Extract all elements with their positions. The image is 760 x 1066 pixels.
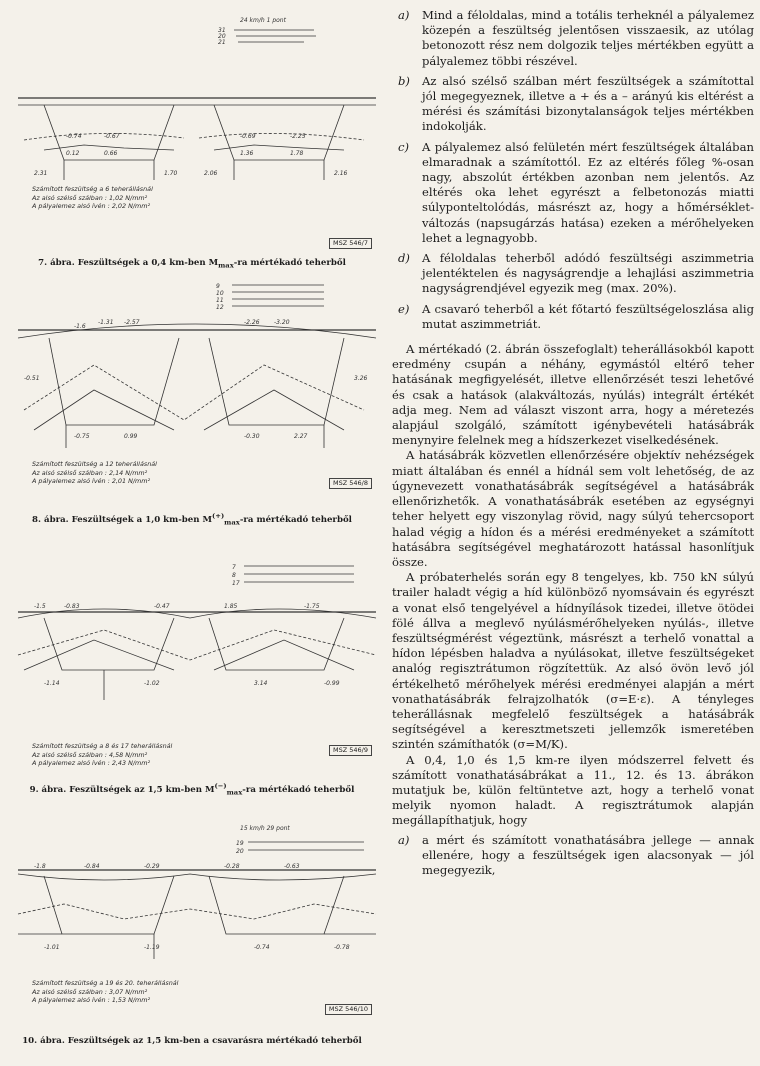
svg-text:-0.69: -0.69 bbox=[240, 133, 256, 140]
svg-text:-1.02: -1.02 bbox=[144, 680, 160, 687]
svg-text:20: 20 bbox=[218, 33, 226, 40]
svg-text:-1.01: -1.01 bbox=[44, 944, 60, 951]
svg-text:7: 7 bbox=[232, 564, 236, 571]
svg-text:9: 9 bbox=[216, 283, 220, 290]
svg-text:2.27: 2.27 bbox=[294, 433, 308, 440]
svg-text:-0.63: -0.63 bbox=[284, 863, 300, 870]
svg-text:12: 12 bbox=[216, 304, 224, 311]
paragraph: A 0,4, 1,0 és 1,5 km-re ilyen módszerrel felvett és számított vonathatásábrákat a 11., 12. és 13. ábrákon mutatjuk be, külön feltüntetve azt, hogy a terhelő vonat melyik nyomon haladt. A regisztrátumok alapján megállapíthatjuk, hogy bbox=[392, 752, 754, 828]
svg-text:-0.74: -0.74 bbox=[66, 133, 82, 140]
svg-text:1.36: 1.36 bbox=[240, 150, 254, 157]
svg-text:-0.84: -0.84 bbox=[84, 863, 100, 870]
svg-text:0.12: 0.12 bbox=[66, 150, 80, 157]
svg-text:-0.30: -0.30 bbox=[244, 433, 260, 440]
svg-text:8: 8 bbox=[232, 572, 236, 579]
svg-text:-2.25: -2.25 bbox=[290, 133, 306, 140]
svg-text:2.16: 2.16 bbox=[334, 170, 348, 177]
figure-9-caption: 9. ábra. Feszültségek az 1,5 km-ben $M^{(-)}_{max}-ra$ mértékadó teherből bbox=[29, 782, 355, 797]
figure-8 bbox=[4, 280, 380, 535]
train-speed-label-10: 15 km/h 29 pont bbox=[240, 825, 290, 832]
svg-text:-1.31: -1.31 bbox=[98, 319, 114, 326]
svg-text:-1.8: -1.8 bbox=[34, 863, 46, 870]
svg-text:2.06: 2.06 bbox=[204, 170, 218, 177]
svg-text:-0.51: -0.51 bbox=[24, 375, 40, 382]
svg-text:-2.57: -2.57 bbox=[124, 319, 140, 326]
svg-text:-1.6: -1.6 bbox=[74, 323, 86, 330]
svg-text:-2.26: -2.26 bbox=[244, 319, 260, 326]
figure-10 bbox=[4, 824, 380, 1064]
list-item: d) A féloldalas teherből adódó feszültségi aszimmetria jelentéktelen és nagyságrendje a lehajlási aszimmetria nagyságrendjével egyezik meg (max. 20%). bbox=[398, 251, 754, 296]
list-item: a) Mind a féloldalas, mind a totális terheknél a pályalemez közepén a feszültség jelentősen visszaesik, az utólag betonozott rész nem dolgozik teljes mértékben együtt a pályalemez többi részével. bbox=[398, 8, 754, 68]
svg-text:-0.74: -0.74 bbox=[254, 944, 270, 951]
svg-text:19: 19 bbox=[236, 840, 244, 847]
figure-9-stamp: MSZ 546/9 bbox=[329, 745, 372, 756]
svg-text:-1.5: -1.5 bbox=[34, 603, 46, 610]
svg-text:-0.75: -0.75 bbox=[74, 433, 90, 440]
paragraph: A hatásábrák közvetlen ellenőrzésére objektív nehézségek miatt általában és ennél a hídnál sem volt lehetőség, de az úgynevezett vonathatásábrák segítségével a hatásábrák ellenőrizhetők. A vonathatásábrák esetében az egységnyi teher helyett egy viszonylag rövid, nagy súlyú tehercsoport halad végig a hídon és a mérési eredményeket a számított hatásábra segítségével meghatározott hatással hasonlítjuk össze. bbox=[392, 448, 754, 569]
list-item: c) A pályalemez alsó felületén mért feszültségek általában elmaradnak a számítottól. Ez az eltérés főleg %-osan nagy, abszolút értékben azonban nem jelentős. Az eltérés oka lehet egyrészt a felbetonozás miatti súlyponteltolódás, másrészt az, hogy a hőmérséklet-változás (napsugárzás hatása) ezeken a mérőhelyeken lehet a legnagyobb. bbox=[398, 139, 754, 245]
figure-8-drawing bbox=[4, 280, 380, 490]
figure-10-drawing bbox=[4, 824, 380, 984]
figure-7-caption: 7. ábra. Feszültségek a 0,4 km-ben $M_{max}-ra$ mértékadó teherből bbox=[38, 258, 346, 270]
paragraph: A próbaterhelés során egy 8 tengelyes, kb. 750 kN súlyú trailer haladt végig a híd különböző nyomsávain és egyrészt a vonat első tengelyével a hídnyílások tizedei, illetve ötödei fölé állva a meglevő nyúlásmérőhelyeken nyúlás-, illetve feszültségmérést végeztünk, másrészt a terhelő vonattal a hídon lépésben haladva a nyúlásokat, illetve feszültségeket analóg regisztrátumon rögzítettük. Az alsó övön levő jól értékelhető mérőhelyek mérési eredményei alapján a mért vonathatásábrák felrajzolhatók (σ=E·ε). A tényleges teherállásnak megfelelő feszültségek a hatásábrák segítségével a keresztmetszeti jellemzők ismeretében szintén számíthatók (σ=M/K). bbox=[392, 570, 754, 752]
svg-text:-0.83: -0.83 bbox=[64, 603, 80, 610]
list-item: a) a mért és számított vonathatásábra jellege — annak ellenére, hogy a feszültségek igen alacsonyak — jól megegyezik, bbox=[398, 832, 754, 877]
svg-text:31: 31 bbox=[218, 27, 226, 34]
svg-text:-1.19: -1.19 bbox=[144, 944, 160, 951]
svg-text:-0.78: -0.78 bbox=[334, 944, 350, 951]
svg-text:-0.47: -0.47 bbox=[154, 603, 170, 610]
figure-7-stamp: MSZ 546/7 bbox=[329, 238, 372, 249]
svg-text:3.14: 3.14 bbox=[254, 680, 268, 687]
svg-text:0.99: 0.99 bbox=[124, 433, 138, 440]
figure-9-legend: Számított feszültség a 8 és 17 teherállásnál Az alsó szélső szálban : 4,58 N/mm² A pályalemez alsó ívén : 2,43 N/mm² bbox=[32, 742, 173, 768]
figure-8-stamp: MSZ 546/8 bbox=[329, 478, 372, 489]
svg-text:-1.75: -1.75 bbox=[304, 603, 320, 610]
train-speed-label: 24 km/h 1 pont bbox=[240, 17, 286, 24]
svg-text:21: 21 bbox=[218, 39, 226, 46]
body-text-column bbox=[392, 8, 754, 883]
svg-text:1.78: 1.78 bbox=[290, 150, 304, 157]
svg-text:1.70: 1.70 bbox=[164, 170, 178, 177]
svg-text:1.85: 1.85 bbox=[224, 603, 238, 610]
svg-text:0.66: 0.66 bbox=[104, 150, 118, 157]
figure-10-caption: 10. ábra. Feszültségek az 1,5 km-ben a csavarásra mértékadó teherből bbox=[22, 1036, 362, 1046]
figure-8-caption: 8. ábra. Feszültségek a 1,0 km-ben $M^{(+)}_{max}-ra$ mértékadó teherből bbox=[32, 512, 352, 527]
svg-text:2.31: 2.31 bbox=[34, 170, 48, 177]
svg-text:-1.14: -1.14 bbox=[44, 680, 60, 687]
svg-text:-0.29: -0.29 bbox=[144, 863, 160, 870]
figure-7-legend: Számított feszültség a 6 teherállásnál Az alsó szélső szálban : 1,02 N/mm² A pályalemez alsó ívén : 2,02 N/mm² bbox=[32, 185, 153, 211]
svg-text:-0.67: -0.67 bbox=[104, 133, 120, 140]
svg-text:11: 11 bbox=[216, 297, 224, 304]
svg-text:-0.28: -0.28 bbox=[224, 863, 240, 870]
figure-9 bbox=[4, 560, 380, 810]
figure-8-legend: Számított feszültség a 12 teherállásnál Az alsó szélső szálban : 2,14 N/mm² A pályalemez alsó ívén : 2,01 N/mm² bbox=[32, 460, 157, 486]
svg-text:17: 17 bbox=[232, 580, 240, 587]
figure-10-legend: Számított feszültség a 19 és 20. teherállásnál Az alsó szélső szálban : 3,07 N/mm² A pályalemez alsó ívén : 1,53 N/mm² bbox=[32, 979, 179, 1005]
figure-7-drawing bbox=[4, 10, 380, 250]
figure-9-drawing bbox=[4, 560, 380, 740]
svg-text:-3.20: -3.20 bbox=[274, 319, 290, 326]
svg-text:3.26: 3.26 bbox=[354, 375, 368, 382]
list-item: b) Az alsó szélső szálban mért feszültségek a számítottal jól megegyeznek, illetve a + és a – arányú kis eltérést a mérési és számítási bizonytalanságok teljes mértékben indokolják. bbox=[398, 73, 754, 134]
svg-text:-0.99: -0.99 bbox=[324, 680, 340, 687]
list-item: e) A csavaró teherből a két főtartó feszültségeloszlása alig mutat aszimmetriát. bbox=[398, 301, 754, 331]
figure-7 bbox=[4, 10, 380, 280]
svg-text:10: 10 bbox=[216, 290, 224, 297]
svg-text:20: 20 bbox=[236, 848, 244, 855]
figure-10-stamp: MSZ 546/10 bbox=[325, 1004, 372, 1015]
paragraph: A mértékadó (2. ábrán összefoglalt) teherállásokból kapott eredmény csupán a néhány, egymástól eltérő teher hatásának megfigyelését, illetve ellenőrzését teszi lehetővé és csak a hatások (alakváltozás, nyúlás) integrált értékét adja meg. Nem ad választ viszont arra, hogy a méretezés alapjául szolgáló, számított igénybevételi hatásábrák menynyire felelnek meg a hídszerkezet viselkedésének. bbox=[392, 342, 754, 448]
